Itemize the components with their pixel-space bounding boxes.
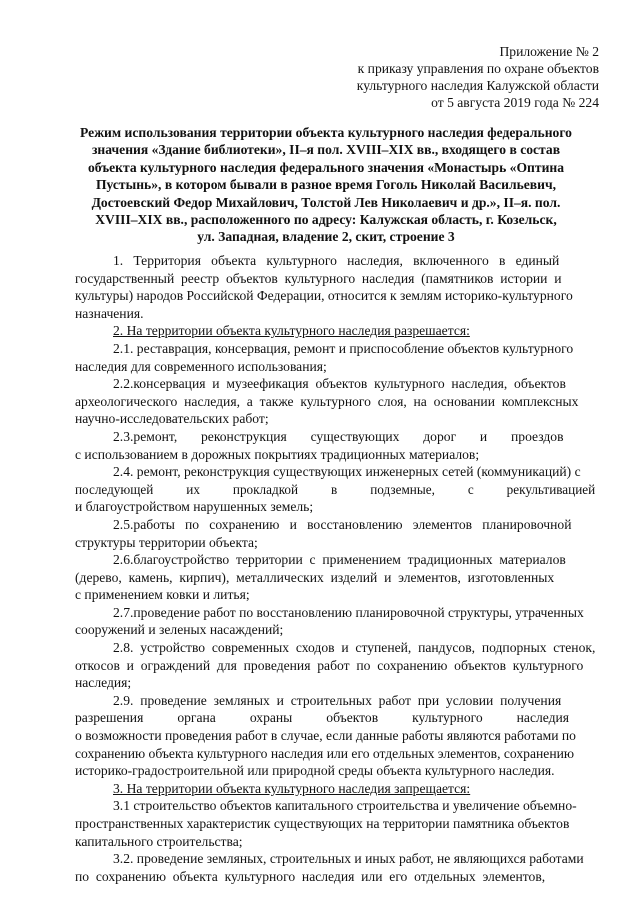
text-line: с использованием в дорожных покрытиях традиционных материалов; xyxy=(75,446,480,462)
text-line: историко-градостроительной или природной среды объекта культурного наследия. xyxy=(75,763,555,779)
text-line: разрешения органа охраны объектов культурного наследия xyxy=(75,710,570,726)
title-line: Достоевский Федор Михайлович, Толстой Лев Николаевич и др.», II–я. пол. xyxy=(91,194,561,210)
text-line: и благоустройством нарушенных земель; xyxy=(75,499,314,515)
title-line: Пустынь», в котором бывали в разное время Гоголь Николай Васильевич, xyxy=(95,177,557,193)
text-line: государственный реестр объектов культурного наследия (памятников истории и xyxy=(75,270,562,286)
text-line: сооружений и зеленых насаждений; xyxy=(75,622,284,638)
title-line: Режим использования территории объекта культурного наследия федерального xyxy=(80,125,572,140)
appendix-header xyxy=(299,43,599,111)
text-line: последующей их прокладкой в подземные, с рекультивацией xyxy=(75,481,596,497)
text-line: 2.7.проведение работ по восстановлению планировочной структуры, утраченных xyxy=(113,604,584,620)
title-line: ул. Западная, владение 2, скит, строение 3 xyxy=(197,229,455,245)
text-line: назначения. xyxy=(75,305,144,321)
text-line: 2.2.консервация и музеефикация объектов культурного наследия, объектов xyxy=(113,376,566,392)
text-line: 2.6.благоустройство территории с применением традиционных материалов xyxy=(113,552,566,568)
text-line: 2.5.работы по сохранению и восстановлению элементов планировочной xyxy=(113,516,572,532)
text-line: 2.3.ремонт, реконструкция существующих дорог и проездов xyxy=(113,428,564,444)
document-title xyxy=(66,124,586,246)
order-authority: культурного наследия Калужской области xyxy=(356,78,599,93)
text-line: откосов и ограждений для проведения работ по сохранению объектов культурного xyxy=(75,657,584,673)
text-line: по сохранению объекта культурного наследия или его отдельных элементов, xyxy=(75,868,546,884)
text-line: с применением ковки и литья; xyxy=(75,587,250,603)
text-line: пространственных характеристик существующих на территории памятника объектов xyxy=(75,816,570,831)
order-reference: к приказу управления по охране объектов xyxy=(357,61,599,76)
order-date: от 5 августа 2019 года № 224 xyxy=(431,95,599,110)
text-line: культуры) народов Российской Федерации, относится к землям историко-культурного xyxy=(75,288,573,304)
appendix-number: Приложение № 2 xyxy=(499,44,599,59)
text-line: 1. Территория объекта культурного наследия, включенного в единый xyxy=(113,253,560,268)
text-line: наследия; xyxy=(75,675,132,691)
text-line: о возможности проведения работ в случае, если данные работы являются работами по xyxy=(75,728,576,744)
text-line: 2.8. устройство современных сходов и ступеней, пандусов, подпорных стенок, xyxy=(113,640,596,656)
text-line: археологического наследия, а также культурного слоя, на основании комплексных xyxy=(75,393,579,409)
title-line: XVIII–XIX вв., расположенного по адресу: Калужская область, г. Козельск, xyxy=(95,212,557,228)
document-body xyxy=(75,252,600,885)
text-line: 2.1. реставрация, консервация, ремонт и приспособление объектов культурного xyxy=(113,340,574,356)
section-heading-prohibited: 3. На территории объекта культурного наследия запрещается: xyxy=(113,780,471,796)
text-line: научно-исследовательских работ; xyxy=(75,411,269,427)
text-line: 2.4. ремонт, реконструкция существующих инженерных сетей (коммуникаций) с xyxy=(113,464,581,480)
section-heading-permitted: 2. На территории объекта культурного наследия разрешается: xyxy=(113,323,470,339)
title-line: объекта культурного наследия федерального значения «Монастырь «Оптина xyxy=(87,159,565,175)
text-line: 3.1 строительство объектов капитального строительства и увеличение объемно- xyxy=(113,798,577,814)
text-line: (дерево, камень, кирпич), металлических изделий и элементов, изготовленных xyxy=(75,569,555,585)
text-line: сохранению объекта культурного наследия или его отдельных элементов, сохранению xyxy=(75,745,575,761)
text-line: наследия для современного использования; xyxy=(75,358,327,374)
text-line: капитального строительства; xyxy=(75,833,243,849)
text-line: структуры территории объекта; xyxy=(75,534,258,550)
text-line: 2.9. проведение земляных и строительных работ при условии получения xyxy=(113,692,562,708)
text-line: 3.2. проведение земляных, строительных и иных работ, не являющихся работами xyxy=(113,851,584,867)
title-line: значения «Здание библиотеки», II–я пол. XVIII–XIX вв., входящего в состав xyxy=(91,142,561,158)
